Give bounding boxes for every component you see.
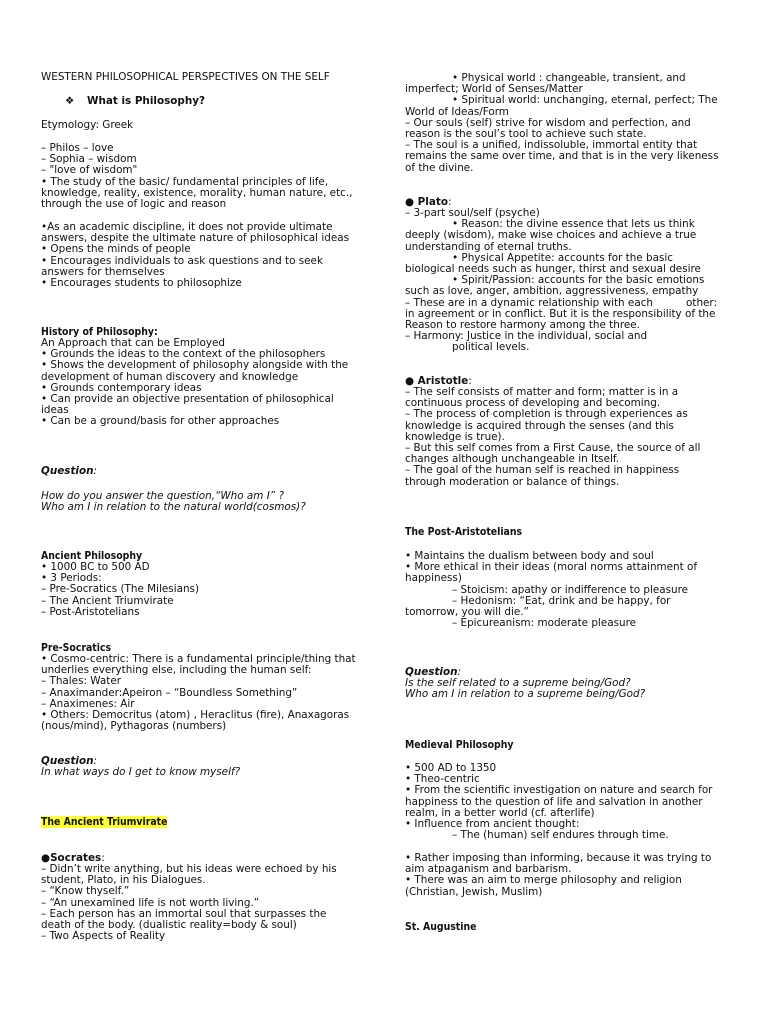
aristotle-heading: ● Aristotle: [405,375,472,387]
list-item: – "love of wisdom" [41,164,138,177]
list-item: through the use of logic and reason [41,198,227,211]
list-item: • 3 Periods: [41,572,102,585]
list-item: Reason to restore harmony among the three. [405,319,640,332]
question-3-text: Is the self related to a supreme being/God? Who am I in relation to a supreme being/God? [405,677,646,701]
list-item: – But this self comes from a First Cause, the source of all [405,442,701,455]
list-item: aim atpaganism and barbarism. [405,863,572,876]
list-item: • Rather imposing than informing, because it was trying to [405,852,712,864]
list-item: • Opens the minds of people [41,243,191,256]
list-item: • Physical world : changeable, transient, and [452,72,686,84]
list-item: – Sophia – wisdom [41,153,137,166]
list-item: • Can be a ground/basis for other approaches [41,415,280,428]
list-item: – Philos – love [41,142,114,154]
list-item: • Shows the development of philosophy alongside with the [41,359,349,372]
ancient-philosophy-heading: Ancient Philosophy [41,550,143,562]
list-item: knowledge is acquired through the senses (and this [405,419,674,432]
list-item: – Anaximander:Apeiron – “Boundless Something” [41,686,298,699]
list-item: in agreement or in conflict. But it is the responsibility of the [405,307,716,320]
list-item: changes although unchangeable in Itself. [405,453,620,466]
list-item: ideas [41,404,69,417]
list-item: – The Ancient Triumvirate [41,594,174,607]
socrates-list [41,864,371,942]
list-item: • There was an aim to merge philosophy and religion [405,874,682,887]
list-item: happiness to the question of life and salvation in another [405,795,703,808]
list-item: • Encourages students to philosophize [41,277,242,290]
list-item: An Approach that can be Employed [41,337,225,349]
list-item: realm, in a better world (cf. afterlife) [405,806,595,819]
imposing-list [405,853,720,898]
pre-socratics-heading: Pre-Socratics [41,642,112,654]
list-item: – Pre-Socratics (The Milesians) [41,583,199,596]
list-item: answers, despite the ultimate nature of philosophical ideas [41,232,349,245]
list-item: – The (human) self endures through time. [452,829,669,842]
list-item: understanding of eternal truths. [405,240,572,253]
list-item: • Theo-centric [405,773,480,786]
document-title: WESTERN PHILOSOPHICAL PERSPECTIVES ON THE SELF [41,71,330,83]
post-aristotelians-list [405,551,720,629]
list-item: – These are in a dynamic relationship with each other: [405,296,718,309]
list-item: reason is the soul’s tool to achieve such state. [405,128,647,141]
etymology: Etymology: Greek [41,119,134,131]
list-item: of the divine. [405,161,474,174]
list-item: knowledge is true). [405,430,505,443]
socrates-heading: ●Socrates: [41,852,105,864]
list-item: • From the scientific investigation on nature and search for [405,784,713,797]
list-item: – Our souls (self) strive for wisdom and perfection, and [405,116,691,129]
what-is-philosophy-label: What is Philosophy? [87,95,206,107]
list-item: (nous/mind), Pythagoras (numbers) [41,720,227,733]
st-augustine-heading: St. Augustine [405,921,477,933]
list-item: (Christian, Jewish, Muslim) [405,885,543,898]
plato-list [405,208,720,354]
list-item: • Others: Democritus (atom) , Heraclitus (fire), Anaxagoras [41,709,350,722]
list-item: •As an academic discipline, it does not provide ultimate [41,221,333,233]
list-item: • 1000 BC to 500 AD [41,561,150,573]
list-item: such as love, anger, ambition, aggressiveness, empathy [405,285,699,298]
list-item: • Grounds contemporary ideas [41,381,202,394]
ancient-list [41,562,371,618]
list-item: • Maintains the dualism between body and soul [405,550,654,562]
list-item: political levels. [452,341,530,354]
list-item: • Spirit/Passion: accounts for the basic emotions [452,274,705,287]
medieval-list [405,763,720,841]
pre-socratics-list [41,654,371,732]
reality-aspects-list [405,73,720,174]
list-item: – Each person has an immortal soul that surpasses the [41,907,327,920]
ancient-triumvirate-heading: The Ancient Triumvirate [41,816,168,828]
list-item: • Physical Appetite: accounts for the basic [452,251,673,264]
list-item: happiness) [405,572,462,585]
plato-heading: ● Plato: [405,196,452,208]
list-item: – “An unexamined life is not worth living.” [41,896,260,909]
list-item: • Reason: the divine essence that lets us think [452,218,695,231]
list-item: World of Ideas/Form [405,105,509,118]
list-item: • 500 AD to 1350 [405,762,497,774]
list-item: continuous process of developing and becoming. [405,397,661,410]
list-item: – Epicureanism: moderate pleasure [452,617,637,630]
list-item: student, Plato, in his Dialogues. [41,874,206,887]
list-item: • More ethical in their ideas (moral norms attainment of [405,561,698,574]
definitions-list [41,143,371,210]
list-item: answers for themselves [41,265,165,278]
list-item: – Post-Aristotelians [41,605,140,618]
list-item: – Two Aspects of Reality [41,930,166,943]
list-item: • Grounds the ideas to the context of the philosophers [41,348,326,361]
question-3-label: Question: [405,666,462,678]
list-item: – Thales: Water [41,675,122,688]
list-item: development of human discovery and knowledge [41,370,299,383]
list-item: imperfect; World of Senses/Matter [405,83,583,96]
list-item: – 3-part soul/self (psyche) [405,207,540,219]
list-item: death of the body. (dualistic reality=body & soul) [41,919,297,932]
list-item: – Hedonism: “Eat, drink and be happy, for [452,594,671,607]
list-item: – Anaximenes: Air [41,697,135,710]
list-item: biological needs such as hunger, thirst and sexual desire [405,263,701,276]
list-item: • Spiritual world: unchanging, eternal, perfect; The [452,94,718,107]
list-item: through moderation or balance of things. [405,475,620,488]
list-item: tomorrow, you will die.” [405,606,529,619]
medieval-philosophy-heading: Medieval Philosophy [405,739,514,751]
list-item: – Harmony: Justice in the individual, social and [405,330,648,343]
history-list [41,338,371,428]
list-item: • Influence from ancient thought: [405,818,580,831]
list-item: – The self consists of matter and form; matter is in a [405,386,679,398]
what-is-philosophy-heading [65,96,371,107]
list-item: deeply (wisdom), make wise choices and achieve a true [405,229,697,242]
list-item: knowledge, reality, existence, morality, human nature, etc., [41,186,353,199]
diamond-bullet-icon: ❖ [65,95,75,107]
history-heading: History of Philosophy: [41,326,158,338]
post-aristotelians-heading: The Post-Aristotelians [405,526,523,538]
list-item: – “Know thyself.” [41,885,130,898]
list-item: • The study of the basic/ fundamental principles of life, [41,175,329,188]
aristotle-list [405,387,720,488]
list-item: – The soul is a unified, indissoluble, immortal entity that [405,139,698,152]
list-item: – The goal of the human self is reached in happiness [405,464,680,477]
question-1-text: How do you answer the question,“Who am I” ? Who am I in relation to the natural world(cosmos)? [41,490,306,514]
list-item: – Didn’t write anything, but his ideas were echoed by his [41,863,337,875]
list-item: • Can provide an objective presentation of philosophical [41,393,334,406]
discipline-list [41,222,371,289]
list-item: • Cosmo-centric: There is a fundamental principle/thing that [41,653,356,665]
list-item: remains the same over time, and that is in the very likeness [405,150,719,163]
question-1-label: Question: [41,465,98,477]
question-2-text: In what ways do I get to know myself? [41,766,241,778]
question-2-label: Question: [41,755,98,767]
list-item: – Stoicism: apathy or indifference to pleasure [452,583,689,596]
list-item: • Encourages individuals to ask questions and to seek [41,254,323,267]
list-item: – The process of completion is through experiences as [405,408,688,421]
list-item: underlies everything else, including the human self: [41,664,312,677]
